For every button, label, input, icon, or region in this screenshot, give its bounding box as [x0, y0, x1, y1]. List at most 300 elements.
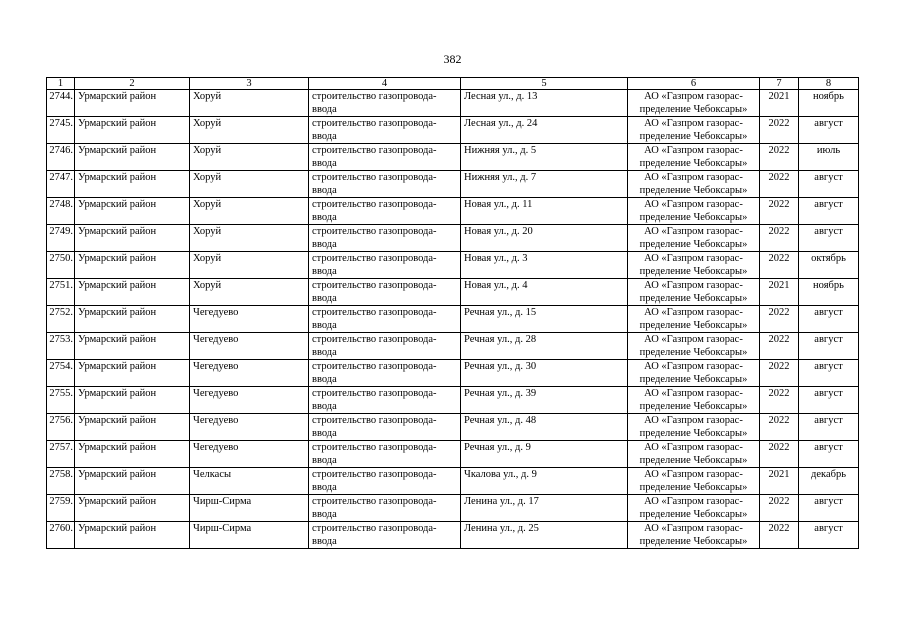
- column-header: 3: [190, 78, 309, 90]
- settlement-cell: [190, 495, 309, 522]
- year-cell: [760, 387, 799, 414]
- year-cell: [760, 144, 799, 171]
- district-text: Урмарский район: [78, 415, 157, 426]
- row-number-cell: [47, 144, 75, 171]
- month-text: август: [814, 334, 843, 345]
- year-cell: [760, 306, 799, 333]
- month-text: август: [814, 307, 843, 318]
- address-text: Лесная ул., д. 13: [464, 91, 538, 102]
- address-cell: [461, 117, 628, 144]
- district-cell: [75, 144, 190, 171]
- row-number-text: 2760.: [49, 523, 73, 534]
- address-text: Ленина ул., д. 25: [464, 523, 539, 534]
- organization-text: АО «Газпром газорас-: [644, 118, 743, 129]
- row-number-text: 2759.: [49, 496, 73, 507]
- row-number-cell: [47, 495, 75, 522]
- table-row: [47, 252, 859, 279]
- month-cell: [799, 90, 859, 117]
- row-number-text: 2757.: [49, 442, 73, 453]
- district-text: Урмарский район: [78, 253, 157, 264]
- row-number-cell: [47, 198, 75, 225]
- work-type-text: строительство газопровода-: [312, 334, 437, 345]
- organization-cell: [628, 252, 760, 279]
- address-cell: [461, 252, 628, 279]
- year-cell: [760, 495, 799, 522]
- organization-text: АО «Газпром газорас-: [644, 91, 743, 102]
- month-cell: [799, 414, 859, 441]
- year-cell: [760, 333, 799, 360]
- settlement-cell: [190, 387, 309, 414]
- district-cell: [75, 441, 190, 468]
- organization-text: пределение Чебоксары»: [639, 455, 748, 466]
- settlement-text: Хоруй: [193, 118, 222, 129]
- settlement-text: Чегедуево: [193, 361, 239, 372]
- address-text: Новая ул., д. 3: [464, 253, 528, 264]
- district-text: Урмарский район: [78, 145, 157, 156]
- column-header: 4: [309, 78, 461, 90]
- year-cell: [760, 522, 799, 549]
- settlement-cell: [190, 360, 309, 387]
- work-type-text: ввода: [312, 428, 337, 439]
- district-text: Урмарский район: [78, 118, 157, 129]
- column-header: 2: [75, 78, 190, 90]
- row-number-cell: [47, 468, 75, 495]
- row-number-cell: [47, 387, 75, 414]
- district-cell: [75, 90, 190, 117]
- organization-text: пределение Чебоксары»: [639, 401, 748, 412]
- organization-text: пределение Чебоксары»: [639, 158, 748, 169]
- row-number-text: 2750.: [49, 253, 73, 264]
- work-type-text: ввода: [312, 293, 337, 304]
- organization-text: АО «Газпром газорас-: [644, 334, 743, 345]
- settlement-text: Чирш-Сирма: [193, 523, 252, 534]
- row-number-cell: [47, 360, 75, 387]
- month-text: декабрь: [811, 469, 846, 480]
- district-text: Урмарский район: [78, 307, 157, 318]
- organization-text: пределение Чебоксары»: [639, 131, 748, 142]
- settlement-text: Хоруй: [193, 226, 222, 237]
- table-row: [47, 360, 859, 387]
- settlement-text: Хоруй: [193, 145, 222, 156]
- address-text: Речная ул., д. 28: [464, 334, 537, 345]
- row-number-cell: [47, 171, 75, 198]
- work-type-text: ввода: [312, 185, 337, 196]
- district-cell: [75, 171, 190, 198]
- district-cell: [75, 495, 190, 522]
- year-cell: [760, 252, 799, 279]
- row-number-cell: [47, 90, 75, 117]
- organization-text: пределение Чебоксары»: [639, 320, 748, 331]
- organization-text: пределение Чебоксары»: [639, 212, 748, 223]
- month-cell: [799, 144, 859, 171]
- table-row: [47, 90, 859, 117]
- organization-text: пределение Чебоксары»: [639, 347, 748, 358]
- settlement-cell: [190, 468, 309, 495]
- column-header: 8: [799, 78, 859, 90]
- table-row: [47, 171, 859, 198]
- district-text: Урмарский район: [78, 523, 157, 534]
- table-row: [47, 468, 859, 495]
- work-type-text: ввода: [312, 266, 337, 277]
- district-text: Урмарский район: [78, 280, 157, 291]
- settlement-text: Челкасы: [193, 469, 232, 480]
- organization-cell: [628, 117, 760, 144]
- month-text: август: [814, 388, 843, 399]
- row-number-cell: [47, 252, 75, 279]
- work-type-text: ввода: [312, 320, 337, 331]
- organization-text: АО «Газпром газорас-: [644, 172, 743, 183]
- work-type-cell: [309, 279, 461, 306]
- address-cell: [461, 387, 628, 414]
- month-text: август: [814, 172, 843, 183]
- settlement-text: Чегедуево: [193, 442, 239, 453]
- month-text: июль: [816, 145, 841, 156]
- address-text: Чкалова ул., д. 9: [464, 469, 537, 480]
- month-cell: [799, 333, 859, 360]
- address-cell: [461, 468, 628, 495]
- month-text: ноябрь: [813, 91, 844, 102]
- organization-text: АО «Газпром газорас-: [644, 442, 743, 453]
- settlement-cell: [190, 279, 309, 306]
- district-cell: [75, 198, 190, 225]
- row-number-cell: [47, 414, 75, 441]
- work-type-text: строительство газопровода-: [312, 226, 437, 237]
- district-text: Урмарский район: [78, 226, 157, 237]
- row-number-cell: [47, 306, 75, 333]
- district-cell: [75, 468, 190, 495]
- settlement-text: Чегедуево: [193, 388, 239, 399]
- work-type-text: ввода: [312, 239, 337, 250]
- month-cell: [799, 279, 859, 306]
- organization-cell: [628, 360, 760, 387]
- work-type-text: ввода: [312, 536, 337, 547]
- settlement-text: Хоруй: [193, 91, 222, 102]
- address-text: Новая ул., д. 4: [464, 280, 528, 291]
- work-type-text: строительство газопровода-: [312, 415, 437, 426]
- district-text: Урмарский район: [78, 199, 157, 210]
- work-type-text: строительство газопровода-: [312, 496, 437, 507]
- address-text: Речная ул., д. 48: [464, 415, 537, 426]
- organization-cell: [628, 495, 760, 522]
- year-text: 2022: [768, 199, 790, 210]
- row-number-cell: [47, 117, 75, 144]
- table-row: [47, 144, 859, 171]
- address-cell: [461, 522, 628, 549]
- address-cell: [461, 225, 628, 252]
- settlement-text: Хоруй: [193, 199, 222, 210]
- work-type-text: ввода: [312, 401, 337, 412]
- organization-text: пределение Чебоксары»: [639, 293, 748, 304]
- table-row: [47, 198, 859, 225]
- month-cell: [799, 441, 859, 468]
- month-text: август: [814, 226, 843, 237]
- work-type-cell: [309, 90, 461, 117]
- row-number-text: 2756.: [49, 415, 73, 426]
- district-text: Урмарский район: [78, 442, 157, 453]
- row-number-cell: [47, 333, 75, 360]
- year-cell: [760, 171, 799, 198]
- row-number-cell: [47, 522, 75, 549]
- settlement-cell: [190, 90, 309, 117]
- organization-text: АО «Газпром газорас-: [644, 145, 743, 156]
- work-type-text: строительство газопровода-: [312, 145, 437, 156]
- work-type-text: строительство газопровода-: [312, 388, 437, 399]
- address-cell: [461, 495, 628, 522]
- month-text: август: [814, 442, 843, 453]
- gas-connection-register-table: [46, 77, 859, 549]
- organization-cell: [628, 306, 760, 333]
- organization-cell: [628, 171, 760, 198]
- year-text: 2022: [768, 361, 790, 372]
- settlement-text: Чегедуево: [193, 415, 239, 426]
- column-number-header-row: [47, 78, 859, 90]
- district-cell: [75, 117, 190, 144]
- page-number: 382: [443, 52, 462, 66]
- organization-cell: [628, 468, 760, 495]
- year-text: 2022: [768, 415, 790, 426]
- address-text: Новая ул., д. 20: [464, 226, 533, 237]
- work-type-text: строительство газопровода-: [312, 442, 437, 453]
- month-cell: [799, 225, 859, 252]
- year-text: 2022: [768, 496, 790, 507]
- row-number-text: 2754.: [49, 361, 73, 372]
- settlement-text: Хоруй: [193, 172, 222, 183]
- organization-text: АО «Газпром газорас-: [644, 307, 743, 318]
- work-type-cell: [309, 171, 461, 198]
- work-type-text: строительство газопровода-: [312, 307, 437, 318]
- month-cell: [799, 360, 859, 387]
- district-text: Урмарский район: [78, 388, 157, 399]
- organization-cell: [628, 522, 760, 549]
- work-type-cell: [309, 144, 461, 171]
- organization-text: пределение Чебоксары»: [639, 536, 748, 547]
- organization-cell: [628, 144, 760, 171]
- month-text: август: [814, 415, 843, 426]
- organization-cell: [628, 90, 760, 117]
- month-cell: [799, 468, 859, 495]
- address-cell: [461, 90, 628, 117]
- month-text: август: [814, 496, 843, 507]
- address-cell: [461, 144, 628, 171]
- year-text: 2022: [768, 388, 790, 399]
- month-text: август: [814, 361, 843, 372]
- district-text: Урмарский район: [78, 91, 157, 102]
- district-text: Урмарский район: [78, 172, 157, 183]
- work-type-cell: [309, 468, 461, 495]
- work-type-cell: [309, 495, 461, 522]
- settlement-cell: [190, 198, 309, 225]
- work-type-text: ввода: [312, 158, 337, 169]
- year-text: 2021: [768, 91, 790, 102]
- work-type-text: ввода: [312, 509, 337, 520]
- table-row: [47, 306, 859, 333]
- district-cell: [75, 306, 190, 333]
- address-cell: [461, 414, 628, 441]
- organization-text: АО «Газпром газорас-: [644, 388, 743, 399]
- month-text: август: [814, 199, 843, 210]
- settlement-cell: [190, 414, 309, 441]
- work-type-cell: [309, 225, 461, 252]
- row-number-text: 2746.: [49, 145, 73, 156]
- year-text: 2022: [768, 334, 790, 345]
- organization-cell: [628, 441, 760, 468]
- work-type-cell: [309, 306, 461, 333]
- organization-text: пределение Чебоксары»: [639, 482, 748, 493]
- settlement-text: Чирш-Сирма: [193, 496, 252, 507]
- district-cell: [75, 414, 190, 441]
- district-text: Урмарский район: [78, 469, 157, 480]
- address-cell: [461, 360, 628, 387]
- work-type-cell: [309, 522, 461, 549]
- work-type-text: ввода: [312, 104, 337, 115]
- district-cell: [75, 387, 190, 414]
- month-cell: [799, 171, 859, 198]
- organization-cell: [628, 279, 760, 306]
- year-cell: [760, 198, 799, 225]
- work-type-cell: [309, 441, 461, 468]
- district-cell: [75, 279, 190, 306]
- work-type-text: ввода: [312, 374, 337, 385]
- row-number-cell: [47, 225, 75, 252]
- month-cell: [799, 252, 859, 279]
- settlement-cell: [190, 306, 309, 333]
- row-number-text: 2751.: [49, 280, 73, 291]
- year-text: 2021: [768, 469, 790, 480]
- month-text: октябрь: [811, 253, 846, 264]
- settlement-cell: [190, 522, 309, 549]
- month-cell: [799, 117, 859, 144]
- organization-text: пределение Чебоксары»: [639, 428, 748, 439]
- table-body: [47, 90, 859, 549]
- column-header: 1: [47, 78, 75, 90]
- work-type-cell: [309, 252, 461, 279]
- organization-text: АО «Газпром газорас-: [644, 361, 743, 372]
- work-type-text: строительство газопровода-: [312, 469, 437, 480]
- organization-text: пределение Чебоксары»: [639, 374, 748, 385]
- settlement-cell: [190, 441, 309, 468]
- organization-cell: [628, 387, 760, 414]
- work-type-cell: [309, 387, 461, 414]
- settlement-cell: [190, 225, 309, 252]
- month-text: август: [814, 118, 843, 129]
- work-type-cell: [309, 333, 461, 360]
- column-header: 6: [628, 78, 760, 90]
- year-text: 2022: [768, 145, 790, 156]
- row-number-text: 2749.: [49, 226, 73, 237]
- district-cell: [75, 522, 190, 549]
- row-number-cell: [47, 441, 75, 468]
- month-cell: [799, 495, 859, 522]
- address-text: Нижняя ул., д. 7: [464, 172, 537, 183]
- year-text: 2022: [768, 253, 790, 264]
- work-type-text: строительство газопровода-: [312, 253, 437, 264]
- work-type-text: ввода: [312, 482, 337, 493]
- year-text: 2022: [768, 226, 790, 237]
- organization-text: АО «Газпром газорас-: [644, 496, 743, 507]
- district-cell: [75, 333, 190, 360]
- year-text: 2022: [768, 523, 790, 534]
- work-type-text: ввода: [312, 212, 337, 223]
- organization-text: пределение Чебоксары»: [639, 185, 748, 196]
- table-row: [47, 522, 859, 549]
- table-row: [47, 225, 859, 252]
- settlement-cell: [190, 144, 309, 171]
- work-type-text: строительство газопровода-: [312, 118, 437, 129]
- settlement-text: Хоруй: [193, 253, 222, 264]
- address-cell: [461, 198, 628, 225]
- work-type-cell: [309, 198, 461, 225]
- district-text: Урмарский район: [78, 334, 157, 345]
- year-text: 2021: [768, 280, 790, 291]
- settlement-cell: [190, 117, 309, 144]
- address-text: Новая ул., д. 11: [464, 199, 533, 210]
- settlement-text: Хоруй: [193, 280, 222, 291]
- month-text: август: [814, 523, 843, 534]
- settlement-text: Чегедуево: [193, 307, 239, 318]
- work-type-text: строительство газопровода-: [312, 91, 437, 102]
- work-type-text: ввода: [312, 347, 337, 358]
- organization-text: АО «Газпром газорас-: [644, 226, 743, 237]
- address-text: Речная ул., д. 39: [464, 388, 537, 399]
- month-cell: [799, 198, 859, 225]
- district-cell: [75, 225, 190, 252]
- row-number-text: 2747.: [49, 172, 73, 183]
- address-cell: [461, 306, 628, 333]
- organization-text: АО «Газпром газорас-: [644, 469, 743, 480]
- address-text: Речная ул., д. 9: [464, 442, 531, 453]
- row-number-text: 2745.: [49, 118, 73, 129]
- year-text: 2022: [768, 172, 790, 183]
- settlement-cell: [190, 252, 309, 279]
- organization-text: пределение Чебоксары»: [639, 104, 748, 115]
- table-row: [47, 495, 859, 522]
- table-row: [47, 117, 859, 144]
- address-cell: [461, 333, 628, 360]
- year-cell: [760, 279, 799, 306]
- work-type-text: строительство газопровода-: [312, 523, 437, 534]
- organization-text: АО «Газпром газорас-: [644, 253, 743, 264]
- district-cell: [75, 360, 190, 387]
- year-cell: [760, 90, 799, 117]
- row-number-text: 2758.: [49, 469, 73, 480]
- month-cell: [799, 306, 859, 333]
- year-text: 2022: [768, 442, 790, 453]
- organization-cell: [628, 333, 760, 360]
- row-number-text: 2755.: [49, 388, 73, 399]
- table-row: [47, 387, 859, 414]
- settlement-cell: [190, 333, 309, 360]
- organization-text: АО «Газпром газорас-: [644, 280, 743, 291]
- work-type-text: ввода: [312, 455, 337, 466]
- table-row: [47, 279, 859, 306]
- year-text: 2022: [768, 118, 790, 129]
- work-type-text: строительство газопровода-: [312, 361, 437, 372]
- organization-text: АО «Газпром газорас-: [644, 199, 743, 210]
- row-number-text: 2748.: [49, 199, 73, 210]
- column-header: 7: [760, 78, 799, 90]
- organization-text: пределение Чебоксары»: [639, 239, 748, 250]
- work-type-cell: [309, 414, 461, 441]
- row-number-text: 2744.: [49, 91, 73, 102]
- organization-text: пределение Чебоксары»: [639, 266, 748, 277]
- district-text: Урмарский район: [78, 361, 157, 372]
- work-type-cell: [309, 117, 461, 144]
- month-cell: [799, 387, 859, 414]
- address-text: Нижняя ул., д. 5: [464, 145, 537, 156]
- year-cell: [760, 225, 799, 252]
- address-cell: [461, 279, 628, 306]
- address-cell: [461, 441, 628, 468]
